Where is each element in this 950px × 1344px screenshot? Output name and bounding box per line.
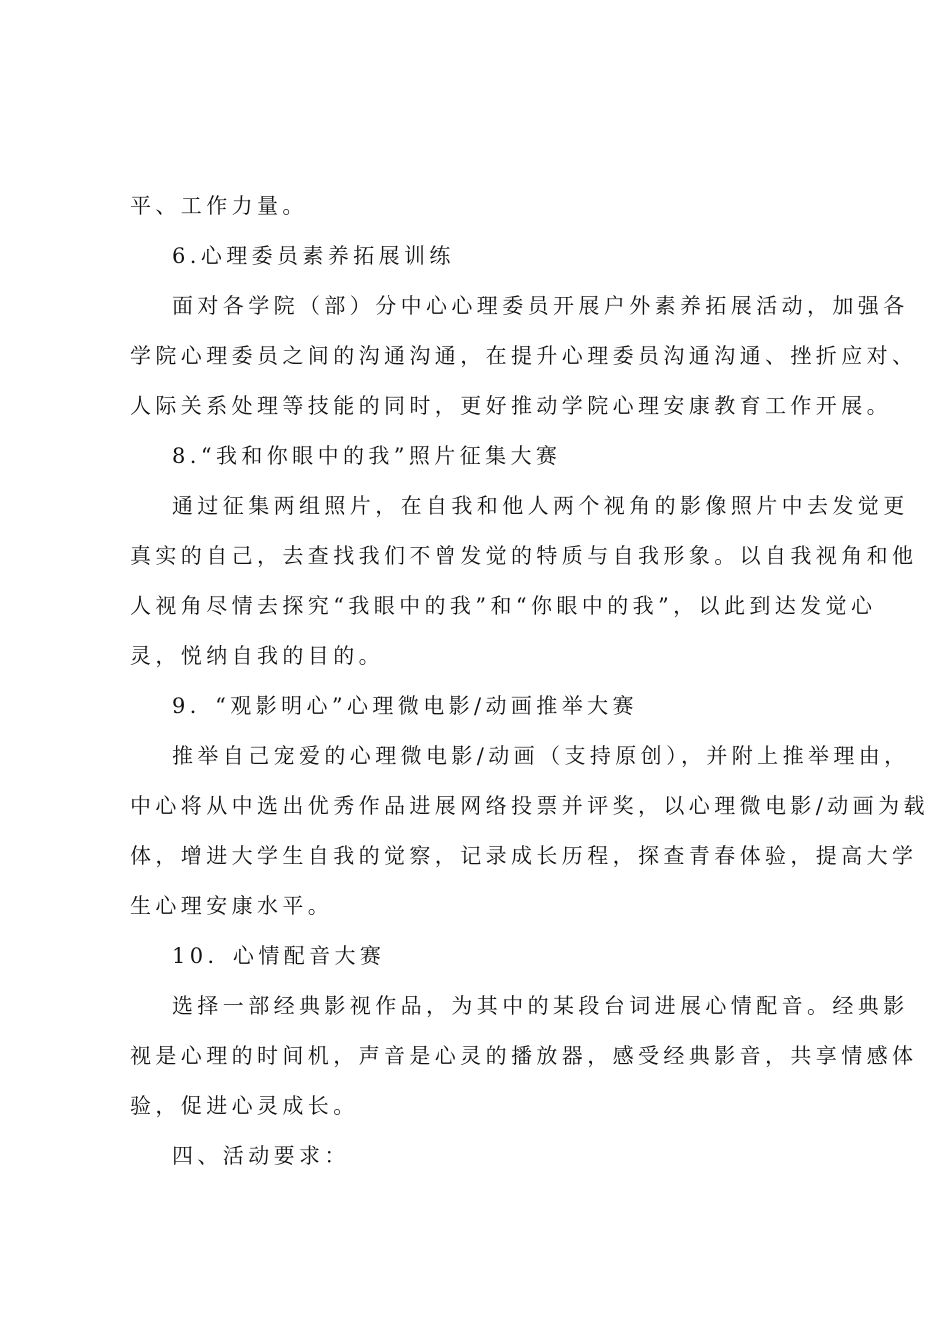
- paragraph-line: 视是心理的时间机，声音是心灵的播放器，感受经典影音，共享情感体: [130, 1044, 918, 1068]
- paragraph-line: 真实的自己，去查找我们不曾发觉的特质与自我形象。以自我视角和他: [130, 544, 918, 568]
- paragraph-line: 验，促进心灵成长。: [130, 1094, 359, 1118]
- paragraph-line: 人际关系处理等技能的同时，更好推动学院心理安康教育工作开展。: [130, 394, 892, 418]
- paragraph-line: 灵，悦纳自我的目的。: [130, 644, 384, 668]
- paragraph-line: 人视角尽情去探究“我眼中的我”和“你眼中的我”，以此到达发觉心: [130, 594, 877, 618]
- paragraph-line: 通过征集两组照片，在自我和他人两个视角的影像照片中去发觉更: [172, 494, 909, 518]
- paragraph-line: 推举自己宠爱的心理微电影/动画（支持原创），并附上推举理由，: [172, 744, 910, 768]
- section-heading: 8.“我和你眼中的我”照片征集大赛: [172, 444, 562, 468]
- section-heading: 6.心理委员素养拓展训练: [172, 244, 455, 268]
- section-heading: 9．“观影明心”心理微电影/动画推举大赛: [172, 694, 638, 718]
- paragraph-line: 生心理安康水平。: [130, 894, 334, 918]
- paragraph-line: 选择一部经典影视作品，为其中的某段台词进展心情配音。经典影: [172, 994, 909, 1018]
- section-heading: 四、活动要求：: [172, 1144, 350, 1168]
- section-heading: 10．心情配音大赛: [172, 944, 386, 968]
- paragraph-line: 学院心理委员之间的沟通沟通，在提升心理委员沟通沟通、挫折应对、: [130, 344, 918, 368]
- paragraph-line: 体，增进大学生自我的觉察，记录成长历程，探查青春体验，提高大学: [130, 844, 918, 868]
- paragraph-line: 中心将从中选出优秀作品进展网络投票并评奖，以心理微电影/动画为载: [130, 794, 929, 818]
- paragraph-line: 平、工作力量。: [130, 194, 308, 218]
- paragraph-line: 面对各学院（部）分中心心理委员开展户外素养拓展活动，加强各: [172, 294, 909, 318]
